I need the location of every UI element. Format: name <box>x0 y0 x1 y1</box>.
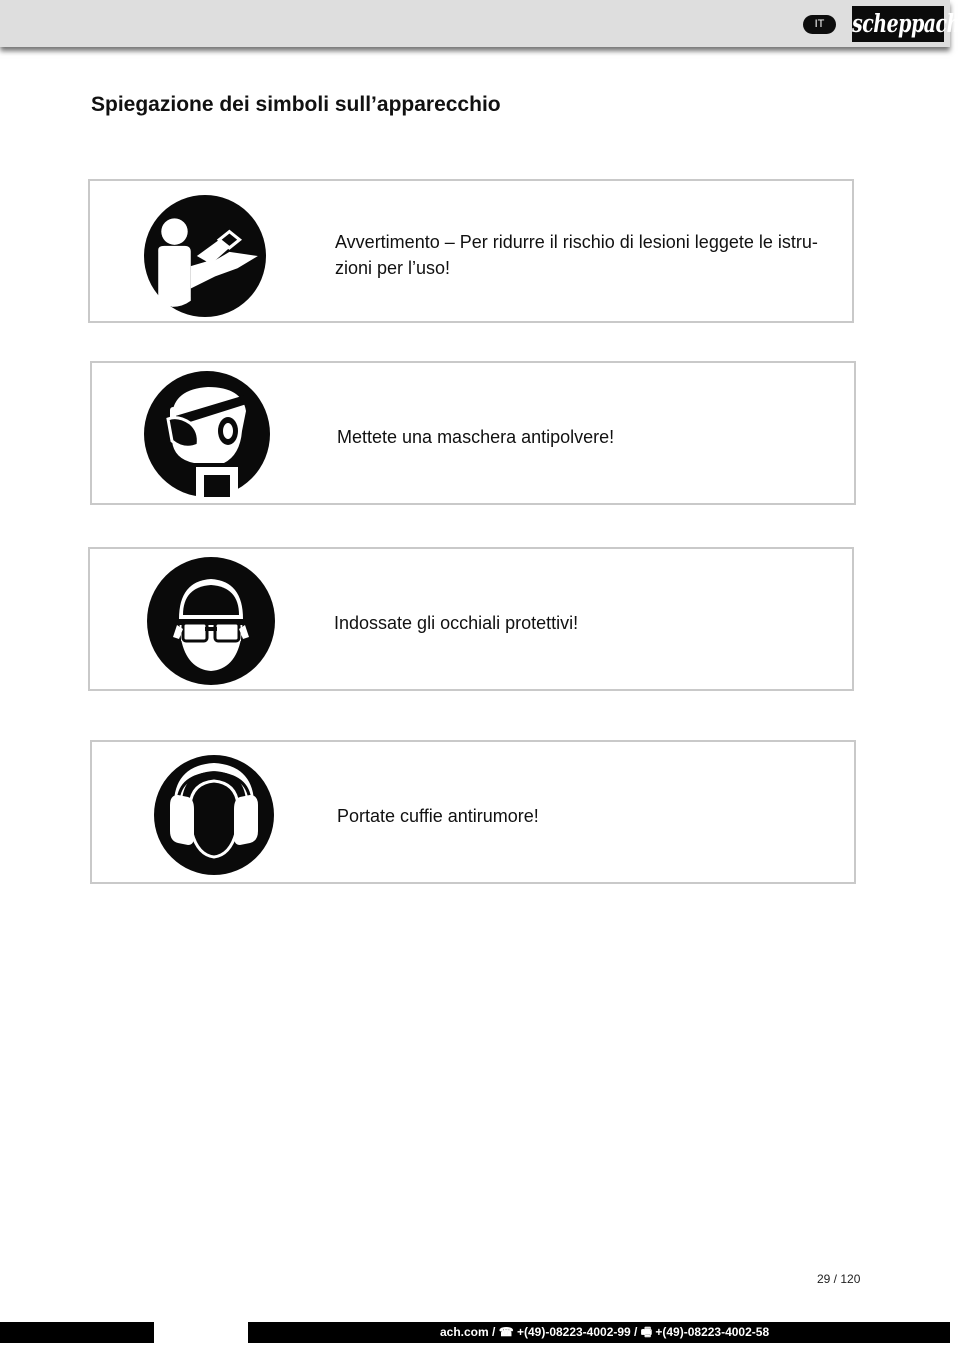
read-manual-icon <box>144 195 266 317</box>
page-title: Spiegazione dei simboli sull’apparecchio <box>91 93 501 116</box>
symbol-description: Indossate gli occhiali protettivi! <box>334 613 579 633</box>
symbol-description: Avvertimento – Per ridurre il rischio di lesioni leggete le istru- zioni per l’uso! <box>335 232 818 278</box>
safety-goggles-icon <box>147 557 275 685</box>
brand-logo: scheppach <box>852 6 944 42</box>
language-badge: IT <box>803 15 836 34</box>
symbol-box-read-manual <box>88 179 854 323</box>
page-number: 29 / 120 <box>817 1272 861 1286</box>
dust-mask-icon <box>144 371 270 497</box>
footer-gap <box>154 1322 248 1343</box>
ear-protection-icon <box>154 755 274 875</box>
header-bar <box>0 0 960 47</box>
symbol-description: Portate cuffie antirumore! <box>337 806 539 826</box>
symbol-box-ear-protection <box>90 740 856 884</box>
footer-contact: ach.com / ☎ +(49)-08223-4002-99 / 🖷 +(49)-08223-4002-58 <box>440 1325 770 1339</box>
footer-bar <box>0 1322 950 1343</box>
symbol-box-dust-mask <box>90 361 856 505</box>
symbol-box-safety-goggles <box>88 547 854 691</box>
symbol-description: Mettete una maschera antipolvere! <box>337 427 615 447</box>
